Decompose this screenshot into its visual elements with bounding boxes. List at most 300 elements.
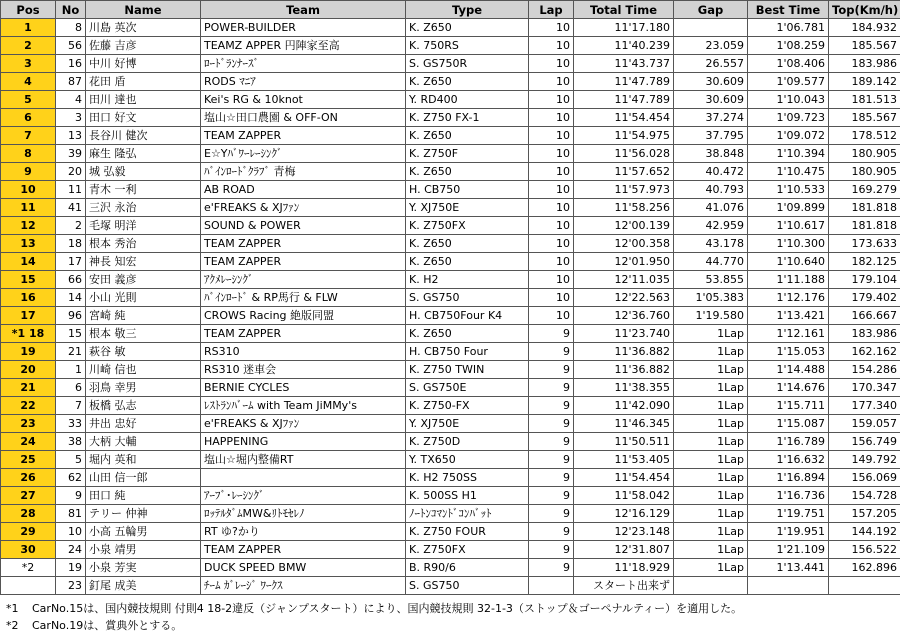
cell-gap: 26.557 xyxy=(674,55,748,73)
cell-gap: 40.472 xyxy=(674,163,748,181)
cell-rider-name: 羽鳥 幸男 xyxy=(86,379,201,397)
cell-rider-name: テリー 仲神 xyxy=(86,505,201,523)
cell-machine-type: K. Z650 xyxy=(406,253,529,271)
cell-top-speed: 185.567 xyxy=(829,109,900,127)
cell-top-speed: 144.192 xyxy=(829,523,900,541)
cell-car-no: 13 xyxy=(56,127,86,145)
cell-best-time: 1'16.736 xyxy=(748,487,829,505)
footnote-mark: *2 xyxy=(6,619,19,632)
cell-laps: 10 xyxy=(529,271,574,289)
cell-top-speed: 179.104 xyxy=(829,271,900,289)
cell-best-time: 1'10.533 xyxy=(748,181,829,199)
cell-best-time: 1'16.789 xyxy=(748,433,829,451)
cell-top-speed: 149.792 xyxy=(829,451,900,469)
cell-laps: 9 xyxy=(529,379,574,397)
table-row xyxy=(1,127,900,145)
cell-pos: 23 xyxy=(1,415,56,433)
cell-best-time: 1'10.475 xyxy=(748,163,829,181)
cell-machine-type: K. 750RS xyxy=(406,37,529,55)
cell-car-no: 41 xyxy=(56,199,86,217)
cell-laps: 9 xyxy=(529,361,574,379)
cell-rider-name: 安田 義彦 xyxy=(86,271,201,289)
cell-best-time: 1'10.043 xyxy=(748,91,829,109)
cell-total-time: 11'17.180 xyxy=(574,19,674,37)
cell-best-time: 1'08.406 xyxy=(748,55,829,73)
cell-car-no: 33 xyxy=(56,415,86,433)
cell-gap: 1Lap xyxy=(674,469,748,487)
cell-laps: 9 xyxy=(529,487,574,505)
cell-machine-type: Y. XJ750E xyxy=(406,199,529,217)
cell-gap: 38.848 xyxy=(674,145,748,163)
cell-car-no: 4 xyxy=(56,91,86,109)
cell-total-time: 11'36.882 xyxy=(574,361,674,379)
cell-car-no: 62 xyxy=(56,469,86,487)
cell-team: DUCK SPEED BMW xyxy=(201,559,406,577)
cell-gap: 1Lap xyxy=(674,397,748,415)
cell-gap xyxy=(674,19,748,37)
cell-top-speed: 173.633 xyxy=(829,235,900,253)
header-lap: Lap xyxy=(529,1,574,19)
cell-machine-type: S. GS750E xyxy=(406,379,529,397)
cell-car-no: 23 xyxy=(56,577,86,595)
cell-machine-type: B. R90/6 xyxy=(406,559,529,577)
cell-gap: 1Lap xyxy=(674,379,748,397)
header-row xyxy=(1,1,900,19)
cell-car-no: 9 xyxy=(56,487,86,505)
cell-team: ｱｸﾒﾚｰｼﾝｸﾞ xyxy=(201,271,406,289)
table-row xyxy=(1,199,900,217)
cell-total-time: 11'18.929 xyxy=(574,559,674,577)
cell-rider-name: 田口 純 xyxy=(86,487,201,505)
cell-gap: 53.855 xyxy=(674,271,748,289)
cell-pos: 7 xyxy=(1,127,56,145)
table-row xyxy=(1,361,900,379)
cell-car-no: 10 xyxy=(56,523,86,541)
cell-top-speed: 159.057 xyxy=(829,415,900,433)
cell-pos: 24 xyxy=(1,433,56,451)
cell-laps: 10 xyxy=(529,253,574,271)
cell-gap: 1Lap xyxy=(674,523,748,541)
table-row xyxy=(1,541,900,559)
cell-gap: 1Lap xyxy=(674,487,748,505)
cell-machine-type: K. H2 750SS xyxy=(406,469,529,487)
cell-team: RS310 xyxy=(201,343,406,361)
cell-machine-type: K. Z750 FOUR xyxy=(406,523,529,541)
cell-pos: 14 xyxy=(1,253,56,271)
cell-laps: 10 xyxy=(529,127,574,145)
cell-gap: 44.770 xyxy=(674,253,748,271)
cell-total-time: 12'00.358 xyxy=(574,235,674,253)
cell-rider-name: 根本 敬三 xyxy=(86,325,201,343)
cell-gap: 42.959 xyxy=(674,217,748,235)
cell-laps: 10 xyxy=(529,109,574,127)
cell-pos: 8 xyxy=(1,145,56,163)
cell-machine-type: K. Z750F xyxy=(406,145,529,163)
table-row xyxy=(1,523,900,541)
cell-car-no: 14 xyxy=(56,289,86,307)
cell-machine-type: K. Z650 xyxy=(406,127,529,145)
table-row xyxy=(1,451,900,469)
cell-pos: 13 xyxy=(1,235,56,253)
table-row xyxy=(1,163,900,181)
cell-pos: 1 xyxy=(1,19,56,37)
cell-car-no: 15 xyxy=(56,325,86,343)
cell-pos: 16 xyxy=(1,289,56,307)
cell-gap: 1Lap xyxy=(674,451,748,469)
results-body xyxy=(1,19,900,595)
cell-rider-name: 三沢 永治 xyxy=(86,199,201,217)
cell-pos: 4 xyxy=(1,73,56,91)
cell-pos: 20 xyxy=(1,361,56,379)
cell-total-time: 11'36.882 xyxy=(574,343,674,361)
cell-car-no: 66 xyxy=(56,271,86,289)
cell-laps: 10 xyxy=(529,91,574,109)
header-type: Type xyxy=(406,1,529,19)
cell-top-speed: 181.513 xyxy=(829,91,900,109)
cell-team: TEAM ZAPPER xyxy=(201,127,406,145)
cell-pos: 27 xyxy=(1,487,56,505)
cell-pos: 5 xyxy=(1,91,56,109)
cell-best-time: 1'16.632 xyxy=(748,451,829,469)
cell-car-no: 8 xyxy=(56,19,86,37)
cell-pos: 9 xyxy=(1,163,56,181)
cell-total-time: 12'23.148 xyxy=(574,523,674,541)
cell-gap: 1Lap xyxy=(674,505,748,523)
cell-team: ﾁｰﾑ ｶﾞﾚｰｼﾞ ﾜｰｸｽ xyxy=(201,577,406,595)
cell-car-no: 20 xyxy=(56,163,86,181)
table-row xyxy=(1,91,900,109)
cell-team: ﾛｰﾄﾞﾗﾝﾅｰｽﾞ xyxy=(201,55,406,73)
cell-car-no: 17 xyxy=(56,253,86,271)
cell-laps: 9 xyxy=(529,325,574,343)
cell-total-time: 12'31.807 xyxy=(574,541,674,559)
cell-total-time: 11'58.042 xyxy=(574,487,674,505)
cell-rider-name: 釘尾 成美 xyxy=(86,577,201,595)
cell-best-time: 1'21.109 xyxy=(748,541,829,559)
cell-top-speed xyxy=(829,577,900,595)
cell-machine-type: H. CB750Four K4 xyxy=(406,307,529,325)
cell-best-time: 1'14.676 xyxy=(748,379,829,397)
cell-team: RS310 迷車会 xyxy=(201,361,406,379)
cell-team xyxy=(201,469,406,487)
cell-machine-type: K. Z750 FX-1 xyxy=(406,109,529,127)
cell-top-speed: 189.142 xyxy=(829,73,900,91)
cell-machine-type: K. Z650 xyxy=(406,163,529,181)
cell-rider-name: 毛塚 明洋 xyxy=(86,217,201,235)
cell-team: HAPPENING xyxy=(201,433,406,451)
cell-pos: 21 xyxy=(1,379,56,397)
cell-team: E☆Yﾊﾞﾜｰﾚｰｼﾝｸﾞ xyxy=(201,145,406,163)
cell-pos: 28 xyxy=(1,505,56,523)
cell-top-speed: 156.069 xyxy=(829,469,900,487)
cell-rider-name: 川崎 信也 xyxy=(86,361,201,379)
cell-gap: 37.274 xyxy=(674,109,748,127)
cell-top-speed: 181.818 xyxy=(829,199,900,217)
cell-top-speed: 185.567 xyxy=(829,37,900,55)
cell-top-speed: 180.905 xyxy=(829,163,900,181)
cell-total-time: 11'50.511 xyxy=(574,433,674,451)
cell-car-no: 16 xyxy=(56,55,86,73)
cell-team: AB ROAD xyxy=(201,181,406,199)
cell-team: SOUND & POWER xyxy=(201,217,406,235)
cell-car-no: 81 xyxy=(56,505,86,523)
cell-total-time: 12'00.139 xyxy=(574,217,674,235)
cell-pos: 11 xyxy=(1,199,56,217)
cell-top-speed: 157.205 xyxy=(829,505,900,523)
cell-best-time: 1'08.259 xyxy=(748,37,829,55)
cell-best-time: 1'15.711 xyxy=(748,397,829,415)
cell-team: ﾛｯﾃﾙﾀﾞﾑMW&ﾘﾄﾓｾﾚﾉ xyxy=(201,505,406,523)
footnote-1 xyxy=(6,600,742,617)
cell-car-no: 7 xyxy=(56,397,86,415)
cell-rider-name: 佐藤 吉彦 xyxy=(86,37,201,55)
cell-rider-name: 川島 英次 xyxy=(86,19,201,37)
cell-top-speed: 183.986 xyxy=(829,55,900,73)
cell-pos xyxy=(1,577,56,595)
cell-gap: 1Lap xyxy=(674,541,748,559)
cell-top-speed: 156.749 xyxy=(829,433,900,451)
table-row xyxy=(1,37,900,55)
cell-machine-type: S. GS750R xyxy=(406,55,529,73)
cell-gap: 1'19.580 xyxy=(674,307,748,325)
cell-rider-name: 堀内 英和 xyxy=(86,451,201,469)
cell-gap: 41.076 xyxy=(674,199,748,217)
cell-best-time xyxy=(748,577,829,595)
cell-laps: 10 xyxy=(529,199,574,217)
cell-total-time: 12'36.760 xyxy=(574,307,674,325)
cell-team: TEAM ZAPPER xyxy=(201,325,406,343)
cell-total-time: 11'47.789 xyxy=(574,73,674,91)
cell-team: ﾚｽﾄﾗﾝﾊﾞｰﾑ with Team JiMMy's xyxy=(201,397,406,415)
cell-laps: 10 xyxy=(529,181,574,199)
cell-laps: 9 xyxy=(529,343,574,361)
cell-best-time: 1'10.394 xyxy=(748,145,829,163)
cell-team: TEAM ZAPPER xyxy=(201,235,406,253)
cell-car-no: 24 xyxy=(56,541,86,559)
cell-best-time: 1'12.176 xyxy=(748,289,829,307)
cell-best-time: 1'16.894 xyxy=(748,469,829,487)
cell-car-no: 2 xyxy=(56,217,86,235)
cell-top-speed: 181.818 xyxy=(829,217,900,235)
header-total-time: Total Time xyxy=(574,1,674,19)
cell-machine-type: K. Z650 xyxy=(406,19,529,37)
cell-rider-name: 大柄 大輔 xyxy=(86,433,201,451)
cell-rider-name: 花田 盾 xyxy=(86,73,201,91)
cell-total-time: 11'38.355 xyxy=(574,379,674,397)
cell-total-time: 12'11.035 xyxy=(574,271,674,289)
cell-laps: 9 xyxy=(529,469,574,487)
cell-team: TEAM ZAPPER xyxy=(201,541,406,559)
cell-gap: 1Lap xyxy=(674,415,748,433)
cell-gap xyxy=(674,577,748,595)
cell-machine-type: K. Z750FX xyxy=(406,541,529,559)
cell-total-time: 11'58.256 xyxy=(574,199,674,217)
cell-gap: 1Lap xyxy=(674,325,748,343)
cell-car-no: 1 xyxy=(56,361,86,379)
cell-laps: 10 xyxy=(529,55,574,73)
cell-team: ﾊﾞｲﾝﾛｰﾄﾞｸﾗﾌﾞ 青梅 xyxy=(201,163,406,181)
cell-total-time: 11'57.973 xyxy=(574,181,674,199)
cell-top-speed: 170.347 xyxy=(829,379,900,397)
cell-best-time: 1'12.161 xyxy=(748,325,829,343)
table-row xyxy=(1,487,900,505)
table-row xyxy=(1,109,900,127)
cell-rider-name: 神長 知宏 xyxy=(86,253,201,271)
header-team: Team xyxy=(201,1,406,19)
cell-rider-name: 板橋 弘志 xyxy=(86,397,201,415)
cell-total-time: 11'54.454 xyxy=(574,109,674,127)
cell-car-no: 19 xyxy=(56,559,86,577)
cell-car-no: 39 xyxy=(56,145,86,163)
table-row xyxy=(1,289,900,307)
footnote-mark: *1 xyxy=(6,602,19,615)
cell-best-time: 1'09.577 xyxy=(748,73,829,91)
cell-team: POWER-BUILDER xyxy=(201,19,406,37)
cell-total-time: 12'01.950 xyxy=(574,253,674,271)
cell-laps: 9 xyxy=(529,523,574,541)
cell-rider-name: 中川 好博 xyxy=(86,55,201,73)
cell-gap: 30.609 xyxy=(674,91,748,109)
cell-total-time: 11'57.652 xyxy=(574,163,674,181)
table-row xyxy=(1,343,900,361)
cell-machine-type: ﾉｰﾄﾝｺﾏﾝﾄﾞｺﾝﾊﾞｯﾄ xyxy=(406,505,529,523)
cell-total-time: 11'47.789 xyxy=(574,91,674,109)
header-pos: Pos xyxy=(1,1,56,19)
cell-rider-name: 小高 五輪男 xyxy=(86,523,201,541)
cell-top-speed: 156.522 xyxy=(829,541,900,559)
table-row xyxy=(1,469,900,487)
cell-team: CROWS Racing 絶版同盟 xyxy=(201,307,406,325)
cell-gap: 1'05.383 xyxy=(674,289,748,307)
cell-top-speed: 183.986 xyxy=(829,325,900,343)
cell-team: RODS ﾏﾆｱ xyxy=(201,73,406,91)
cell-team: 塩山☆田口農園 & OFF-ON xyxy=(201,109,406,127)
cell-machine-type: K. Z650 xyxy=(406,235,529,253)
cell-total-time: 11'56.028 xyxy=(574,145,674,163)
cell-best-time: 1'10.640 xyxy=(748,253,829,271)
cell-gap: 37.795 xyxy=(674,127,748,145)
cell-total-time: 11'43.737 xyxy=(574,55,674,73)
table-row xyxy=(1,433,900,451)
cell-best-time: 1'10.617 xyxy=(748,217,829,235)
cell-best-time: 1'13.441 xyxy=(748,559,829,577)
table-row xyxy=(1,55,900,73)
cell-rider-name: 根本 秀治 xyxy=(86,235,201,253)
table-row xyxy=(1,19,900,37)
cell-laps: 9 xyxy=(529,415,574,433)
cell-top-speed: 184.932 xyxy=(829,19,900,37)
cell-machine-type: K. Z750 TWIN xyxy=(406,361,529,379)
cell-top-speed: 182.125 xyxy=(829,253,900,271)
cell-gap: 30.609 xyxy=(674,73,748,91)
cell-best-time: 1'15.087 xyxy=(748,415,829,433)
cell-car-no: 87 xyxy=(56,73,86,91)
cell-laps: 10 xyxy=(529,235,574,253)
cell-rider-name: 長谷川 健次 xyxy=(86,127,201,145)
cell-car-no: 56 xyxy=(56,37,86,55)
cell-machine-type: H. CB750 xyxy=(406,181,529,199)
table-row xyxy=(1,559,900,577)
cell-laps: 10 xyxy=(529,163,574,181)
table-row xyxy=(1,577,900,595)
cell-top-speed: 177.340 xyxy=(829,397,900,415)
cell-pos: 25 xyxy=(1,451,56,469)
cell-pos: 19 xyxy=(1,343,56,361)
cell-team: BERNIE CYCLES xyxy=(201,379,406,397)
cell-rider-name: 城 弘毅 xyxy=(86,163,201,181)
cell-laps: 9 xyxy=(529,397,574,415)
cell-team: ﾊﾞｲﾝﾛｰﾄﾞ & RP馬行 & FLW xyxy=(201,289,406,307)
cell-rider-name: 小泉 芳実 xyxy=(86,559,201,577)
cell-car-no: 21 xyxy=(56,343,86,361)
cell-laps: 9 xyxy=(529,505,574,523)
table-row xyxy=(1,307,900,325)
cell-top-speed: 154.728 xyxy=(829,487,900,505)
cell-laps: 10 xyxy=(529,145,574,163)
cell-laps: 9 xyxy=(529,541,574,559)
cell-pos: 30 xyxy=(1,541,56,559)
cell-team: 塩山☆堀内整備RT xyxy=(201,451,406,469)
cell-total-time: 11'40.239 xyxy=(574,37,674,55)
table-row xyxy=(1,235,900,253)
table-row xyxy=(1,415,900,433)
cell-gap: 1Lap xyxy=(674,343,748,361)
cell-team: Kei's RG & 10knot xyxy=(201,91,406,109)
cell-team: e'FREAKS & XJﾌｧﾝ xyxy=(201,199,406,217)
cell-best-time: 1'09.723 xyxy=(748,109,829,127)
cell-total-time: 11'54.975 xyxy=(574,127,674,145)
cell-rider-name: 萩谷 敏 xyxy=(86,343,201,361)
cell-gap: 40.793 xyxy=(674,181,748,199)
cell-top-speed: 178.512 xyxy=(829,127,900,145)
cell-laps xyxy=(529,577,574,595)
cell-machine-type: K. Z650 xyxy=(406,325,529,343)
cell-machine-type: Y. XJ750E xyxy=(406,415,529,433)
cell-gap: 1Lap xyxy=(674,559,748,577)
cell-pos: 26 xyxy=(1,469,56,487)
cell-pos: 6 xyxy=(1,109,56,127)
cell-rider-name: 小泉 靖男 xyxy=(86,541,201,559)
table-row xyxy=(1,379,900,397)
cell-top-speed: 166.667 xyxy=(829,307,900,325)
cell-total-time: 12'16.129 xyxy=(574,505,674,523)
cell-car-no: 96 xyxy=(56,307,86,325)
cell-laps: 9 xyxy=(529,559,574,577)
cell-car-no: 38 xyxy=(56,433,86,451)
cell-laps: 10 xyxy=(529,307,574,325)
cell-car-no: 18 xyxy=(56,235,86,253)
cell-machine-type: S. GS750 xyxy=(406,289,529,307)
cell-car-no: 6 xyxy=(56,379,86,397)
cell-pos: 10 xyxy=(1,181,56,199)
cell-machine-type: Y. TX650 xyxy=(406,451,529,469)
cell-laps: 10 xyxy=(529,289,574,307)
cell-machine-type: K. Z750D xyxy=(406,433,529,451)
cell-car-no: 3 xyxy=(56,109,86,127)
cell-machine-type: K. Z650 xyxy=(406,73,529,91)
cell-machine-type: K. 500SS H1 xyxy=(406,487,529,505)
cell-best-time: 1'06.781 xyxy=(748,19,829,37)
cell-pos: 2 xyxy=(1,37,56,55)
cell-best-time: 1'13.421 xyxy=(748,307,829,325)
cell-rider-name: 田川 達也 xyxy=(86,91,201,109)
cell-car-no: 11 xyxy=(56,181,86,199)
cell-top-speed: 179.402 xyxy=(829,289,900,307)
table-row xyxy=(1,253,900,271)
table-row xyxy=(1,217,900,235)
cell-pos: 12 xyxy=(1,217,56,235)
cell-total-time: 12'22.563 xyxy=(574,289,674,307)
